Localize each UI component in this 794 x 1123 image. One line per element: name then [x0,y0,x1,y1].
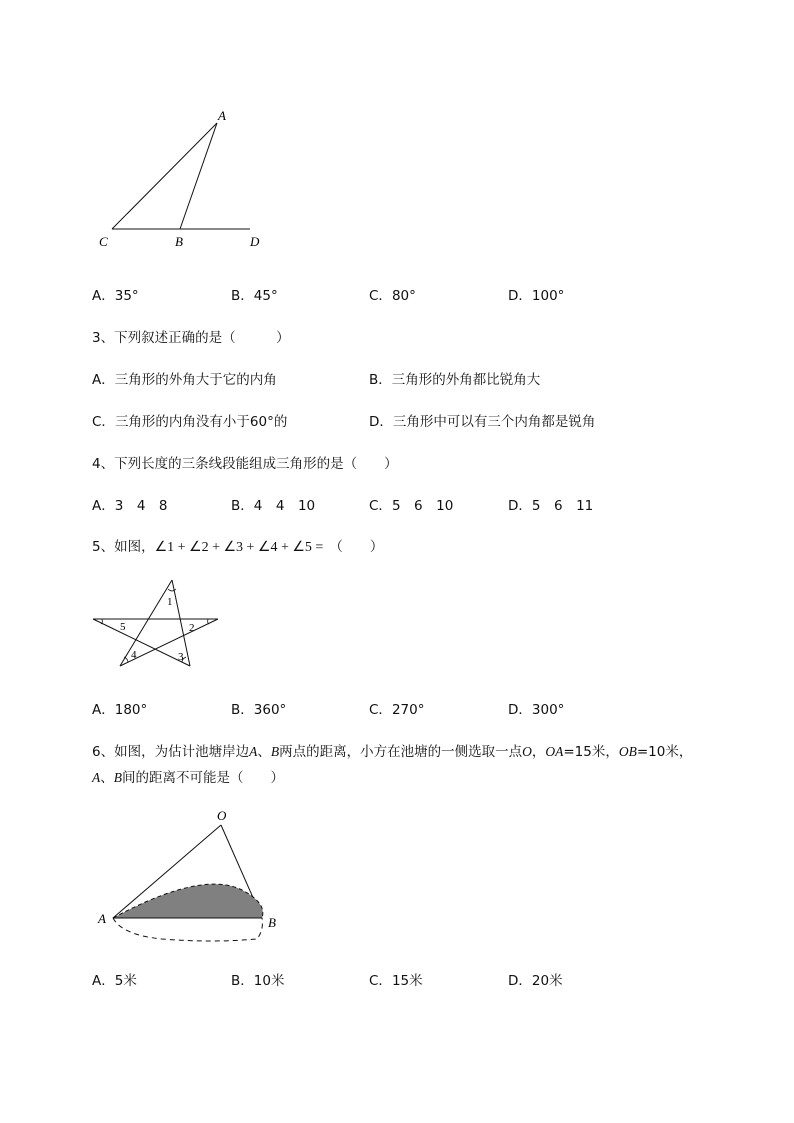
label-b: B [175,234,183,249]
q2-option-a[interactable]: A．35° [92,288,139,304]
pond-label-b: B [268,915,276,930]
q6-stem-line2: A、B间的距离不可能是（ ） [92,770,284,786]
q3-option-b[interactable]: B．三角形的外角都比锐角大 [369,372,541,388]
q6-option-d[interactable]: D．20米 [508,973,563,989]
q5-option-d[interactable]: D．300° [508,702,565,718]
q5-option-c[interactable]: C．270° [369,702,425,718]
q5-stem-math: ∠1 + ∠2 + ∠3 + ∠4 + ∠5 = [154,540,324,555]
star-label-2: 2 [189,622,195,634]
figure-triangle-acd [90,100,280,260]
q6-option-b[interactable]: B．10米 [231,973,285,989]
q4-option-c[interactable]: C．5 6 10 [369,498,454,514]
figure-pond [92,805,292,955]
figure-star [88,575,224,671]
q6-stem-line1: 6、如图，为估计池塘岸边A、B两点的距离，小方在池塘的一侧选取一点O，OA=15米，OB=10米， [92,744,693,760]
q6-option-c[interactable]: C．15米 [369,973,423,989]
star-label-4: 4 [131,649,137,661]
q5-option-a[interactable]: A．180° [92,702,148,718]
q4-option-a[interactable]: A．3 4 8 [92,498,168,514]
q2-option-b[interactable]: B．45° [231,288,278,304]
star-label-3: 3 [178,651,184,663]
label-c: C [99,234,108,249]
label-a: A [218,108,226,123]
q2-option-d[interactable]: D．100° [508,288,565,304]
q5-stem-prefix: 5、如图， [92,539,155,555]
q3-option-a[interactable]: A．三角形的外角大于它的内角 [92,372,277,388]
q3-option-d[interactable]: D．三角形中可以有三个内角都是锐角 [369,414,596,430]
q3-option-c[interactable]: C．三角形的内角没有小于60°的 [92,414,288,430]
q5-option-b[interactable]: B．360° [231,702,287,718]
q5-stem-suffix: （ ） [329,539,384,555]
q4-stem: 4、下列长度的三条线段能组成三角形的是（ ） [92,456,398,472]
pond-label-a: A [98,911,106,926]
q4-option-d[interactable]: D．5 6 11 [508,498,594,514]
q5-stem [92,535,383,556]
q6-option-a[interactable]: A．5米 [92,973,137,989]
q3-stem: 3、下列叙述正确的是（ ） [92,330,290,346]
q2-option-c[interactable]: C．80° [369,288,416,304]
label-d: D [250,234,260,249]
q4-option-b[interactable]: B．4 4 10 [231,498,316,514]
pond-label-o: O [217,808,227,823]
star-label-1: 1 [167,596,173,608]
star-label-5: 5 [120,621,126,633]
